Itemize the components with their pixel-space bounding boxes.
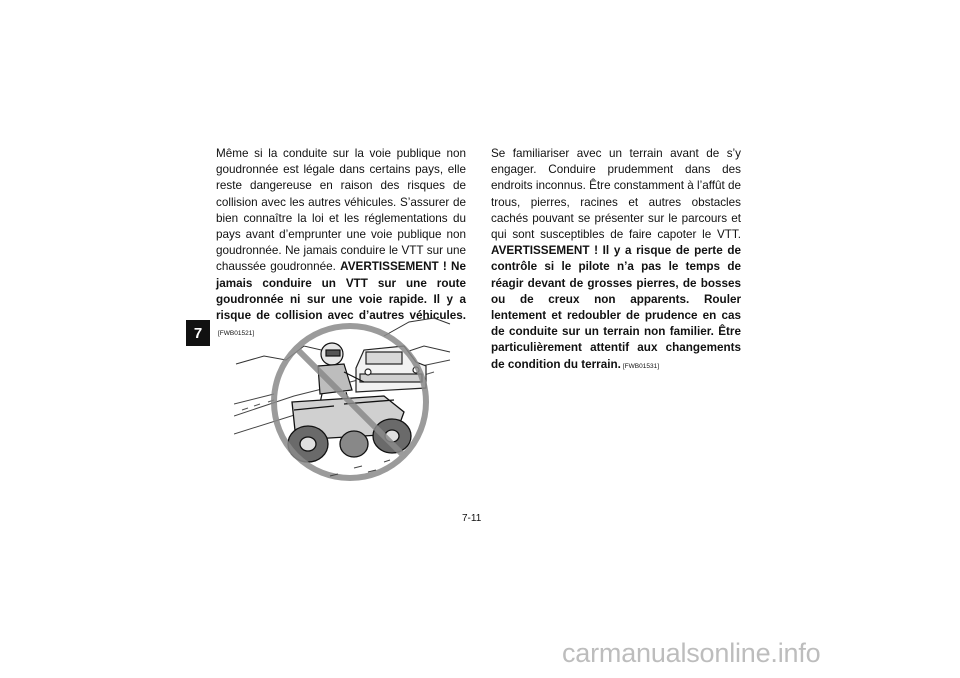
right-body-text: Se familiariser avec un terrain avant de s’y engager. Conduire prudemment dans des endroits inconnus. Être constamment à l’affût de trous, pierres, racines et autres obstacles cachés pouvant se présenter sur le parcours et qui sont susceptibles de faire capoter le VTT. [491, 147, 741, 242]
chapter-number: 7 [193, 324, 203, 342]
right-reference-code: [FWB01531] [622, 362, 660, 370]
no-road-riding-illustration [234, 316, 452, 486]
right-column [491, 146, 741, 375]
left-warning-text: AVERTISSEMENT ! Ne jamais conduire un VTT sur une route goudronnée ni sur une voie rapide. Il y a risque de collision avec d’autres véhicules. [216, 260, 466, 323]
left-body-text: Même si la conduite sur la voie publique non goudronnée est légale dans certains pays, elle reste dangereuse en raison des risques de collision avec les autres véhicules. S’assurer de bien connaître la loi et les réglementations du pays avant d’emprunter une voie publique non goudronnée. Ne jamais conduire le VTT sur une chaussée goudronnée. [216, 147, 466, 274]
right-paragraph [491, 146, 741, 375]
left-paragraph [216, 146, 466, 342]
chapter-tab [186, 320, 210, 346]
right-warning-text: AVERTISSEMENT ! Il y a risque de perte de contrôle si le pilote n’a pas le temps de réagir devant de grosses pierres, de bosses ou de creux non apparents. Rouler lentement et redoubler de prudence en cas de conduite sur un terrain non familier. Être particulièrement attentif aux changements de condition du terrain. [491, 244, 741, 371]
page-number: 7-11 [462, 513, 482, 524]
watermark: carmanualsonline.info [562, 638, 821, 668]
atv-drawing [288, 396, 411, 462]
left-column [216, 146, 466, 342]
left-reference-code: [FWB01521] [218, 330, 255, 338]
